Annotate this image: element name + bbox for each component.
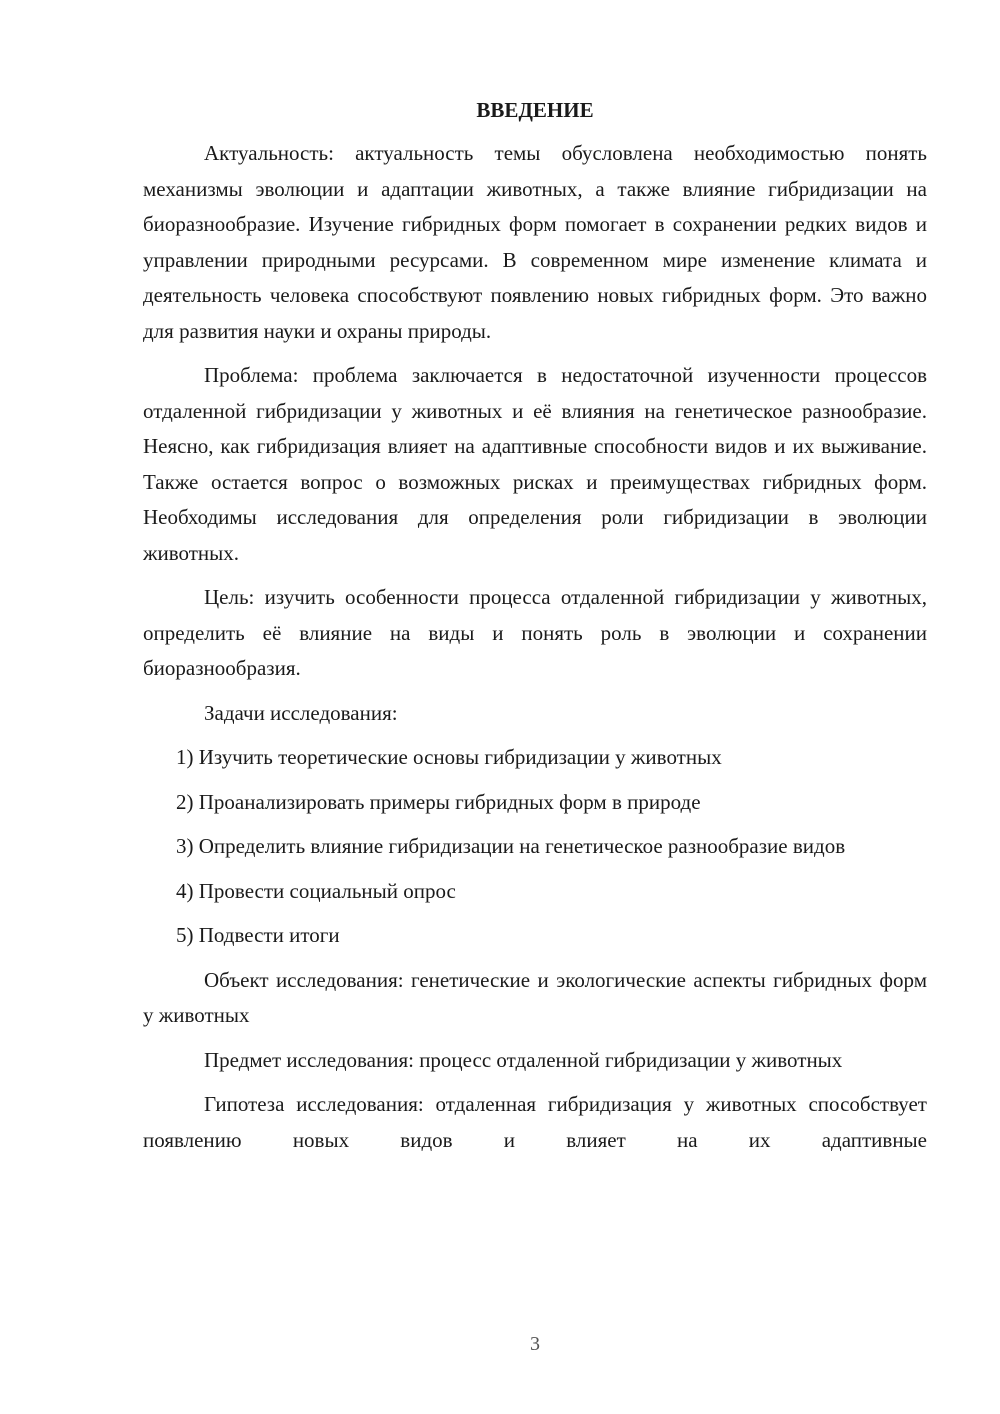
- task-item: 1) Изучить теоретические основы гибридизации у животных: [176, 745, 722, 769]
- document-body: [143, 92, 927, 1158]
- task-item: 4) Провести социальный опрос: [176, 878, 456, 903]
- page-number: 3: [530, 1333, 540, 1355]
- task-item: 2) Проанализировать примеры гибридных форм в природе: [176, 789, 701, 814]
- paragraph-goal: Цель: изучить особенности процесса отдаленной гибридизации у животных, определить её влияние на виды и понять роль в эволюции и сохранении биоразнообразия.: [143, 585, 927, 680]
- tasks-heading: Задачи исследования:: [204, 700, 398, 725]
- section-heading: ВВЕДЕНИЕ: [476, 98, 594, 122]
- paragraph-subject: Предмет исследования: процесс отдаленной гибридизации у животных: [204, 1047, 843, 1072]
- paragraph-problem: Проблема: проблема заключается в недостаточной изученности процессов отдаленной гибридизации у животных и её влияния на генетическое разнообразие. Неясно, как гибридизация влияет на адаптивные способности видов и их выживание. Также остается вопрос о возможных рисках и преимуществах гибридных форм. Необходимы исследования для определения роли гибридизации в эволюции животных.: [143, 363, 927, 565]
- paragraph-relevance: Актуальность: актуальность темы обусловлена необходимостью понять механизмы эволюции и адаптации животных, а также влияние гибридизации на биоразнообразие. Изучение гибридных форм помогает в сохранении редких видов и управлении природными ресурсами. В современном мире изменение климата и деятельность человека способствуют появлению новых гибридных форм. Это важно для развития науки и охраны природы.: [143, 141, 927, 343]
- paragraph-object: Объект исследования: генетические и экологические аспекты гибридных форм у животных: [143, 967, 927, 1027]
- paragraph-hypothesis: Гипотеза исследования: отдаленная гибридизация у животных способствует появлению новых видов и влияет на их адаптивные: [143, 1092, 927, 1152]
- task-item: 3) Определить влияние гибридизации на генетическое разнообразие видов: [176, 834, 846, 858]
- task-item: 5) Подвести итоги: [176, 923, 340, 947]
